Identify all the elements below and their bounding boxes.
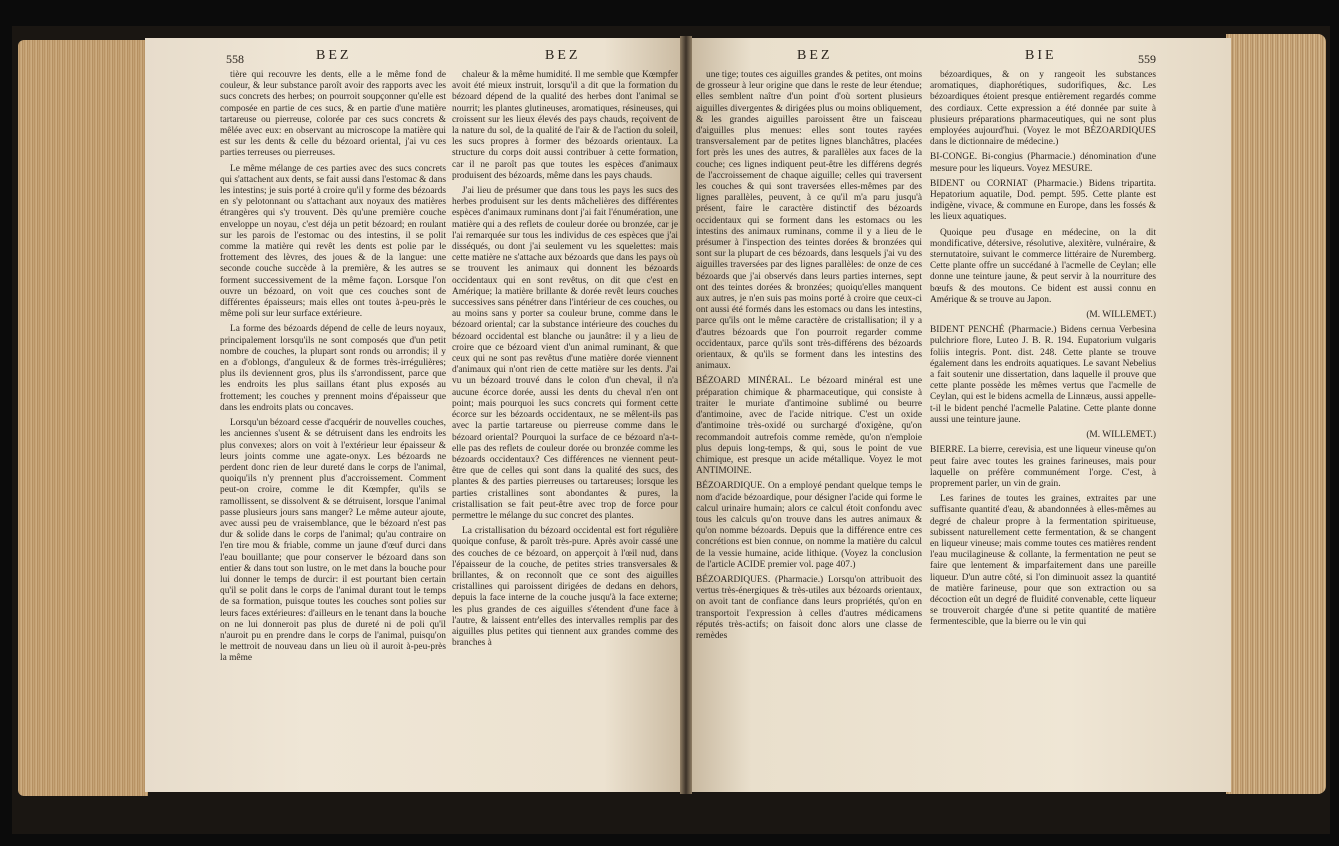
entry-bident-penche: BIDENT PENCHÉ (Pharmacie.) Bidens cernua Verbesina pulchriore flore, Luteo J. B. R. 194. Eupatorium vulgaris foliis integris. Pont. dist. 248. Cette plante se trouve également dans les endroits aquatiques. Le savant Nebelius a fait soutenir une dissertation, dans laquelle il prouve que cette plante possède les mêmes vertus que l'acmelle de Ceylan, qui est le bidens acmella de Linnæus, aussi appelle-t-il le bident penché l'acmelle Palatine. Cette plante donne aussi une teinture jaune. bbox=[930, 325, 1156, 425]
left-running-head-2: BEZ bbox=[545, 48, 581, 63]
right-page-edges bbox=[1226, 34, 1326, 794]
left-page-edges bbox=[18, 40, 148, 796]
left-running-head-1: BEZ bbox=[316, 48, 352, 63]
paragraph: La forme des bézoards dépend de celle de leurs noyaux, principalement lorsqu'ils ne sont composés que d'un petit nombre de couches, la plupart sont ronds ou arrondis; il y en a d'oblongs, d'anguleux & de formes très-irrégulières; plus ils deviennent gros, plus ils s'arrondissent, parce que les endroits les plus saillans étant plus exposés au frottement; les couches y prennent moins d'épaisseur que dans les endroits plats ou concaves. bbox=[220, 324, 446, 413]
entry-bi-conge: BI-CONGE. Bi-congius (Pharmacie.) dénomination d'une mesure pour les liqueurs. Voyez MESURE. bbox=[930, 152, 1156, 174]
entry-bezoardiques: BÉZOARDIQUES. (Pharmacie.) Lorsqu'on attribuoit des vertus très-énergiques & très-utiles aux bézoards orientaux, on avoit tant de confiance dans leurs propriétés, qu'on en transportoit l'expression à celles d'autres médicamens réputés très-actifs; on faisoit donc alors une classe de remèdes bbox=[696, 574, 922, 641]
entry-bident-corniat: BIDENT ou CORNIAT (Pharmacie.) Bidens tripartita. Hepatorium aquatile, Dod. pempt. 595. Cette plante est indigène, vivace, & commune en Europe, dans les fossés & les lieux aquatiques. bbox=[930, 178, 1156, 223]
entry-bierre: BIERRE. La bierre, cerevisia, est une liqueur vineuse qu'on peut faire avec toutes les graines farineuses, mais pour laquelle on préfère communément l'orge. C'est, à proprement parler, un vin de grain. bbox=[930, 445, 1156, 489]
paragraph: Les farines de toutes les graines, extraites par une suffisante quantité d'eau, & abandonnées à elles-mêmes au degré de chaleur propre à la fermentation spiritueuse, subissent naturellement cette fermentation, & se changent en liqueur vineuse; mais comme toutes ces matières rendent l'eau mucilagineuse & collante, la fermentation ne peut se faire que lentement & imparfaitement dans une pareille liqueur. D'un autre côté, si l'on diminuoit assez la quantité de matière farineuse, pour que son extraction ou sa décoction eût un degré de fluidité convenable, cette liqueur se trouveroit chargée d'une si petite quantité de matière fermentescible, que la bierre ou le vin qui bbox=[930, 494, 1156, 628]
right-page-number: 559 bbox=[1138, 52, 1156, 66]
entry-bezoardique: BÉZOARDIQUE. On a employé pendant quelque temps le nom d'acide bézoardique, pour désigner l'acide qui forme le calcul urinaire humain; alors ce calcul étoit confondu avec tous les calculs qu'on trouve dans les autres animaux & qu'on nomme bézoards. Depuis que la différence entre ces concrétions est bien connue, on nomme la matière du calcul de la vessie humaine, acide lithique. (Voyez la conclusion de l'article ACIDE premier vol. page 407.) bbox=[696, 481, 922, 570]
right-running-head-1: BEZ bbox=[797, 48, 833, 63]
paragraph: chaleur & la même humidité. Il me semble que Kœmpfer avoit été mieux instruit, lorsqu'il a dit que la formation du bézoard dépend de la qualité des herbes dont l'animal se nourrit; les plantes glutineuses, aromatiques, résineuses, qui croissent sur les lieux élevés des pays chauds, reçoivent de la nature du sol, de la qualité de l'air & de l'action du soleil, les sucs propres à former des bézoards orientaux. La structure du corps doit aussi contribuer à cette formation, car il ne paroît pas que toutes les espèces d'animaux produisent des bézoards, même dans les pays chauds. bbox=[452, 70, 678, 181]
right-page-column-1 bbox=[696, 70, 922, 750]
paragraph: J'ai lieu de présumer que dans tous les pays les sucs des herbes produisent sur les dents mâchelières des différentes espèces d'animaux ruminans dont j'ai fait l'énumération, une matière qui a des reflets de couleur dorée ou bronzée, car je l'ai remarquée sur tous les individus de ces espèces que j'ai disséqués, ou dont j'ai seulement vu les squelettes: mais cette matière ne s'attache aux bézoards que dans les pays où se trouvent les animaux qui donnent les bézoards occidentaux qui en sont revêtus, on dit que c'est en Amérique; la matière brillante & dorée revêt leurs couches successives sans pénétrer dans l'intérieur de ces couches, ou au moins sans y porter sa couleur brune, comme dans le bézoard oriental; car la substance intérieure des couches du bézoard occidental est blanche ou jaunâtre: il y a lieu de croire que ce bézoard vient d'un animal ruminant, & que ceux qui ne sont pas revêtus d'une matière dorée viennent d'animaux qui n'ont rien de cette matière sur les dents. J'ai vu un bézoard trouvé dans le colon d'un cheval, il n'a aucune écorce dorée, aussi les dents du cheval n'en ont point; mais pourquoi les sucs concrets qui forment cette écorce sur les bézoards occidentaux, ne se mêlent-ils pas avec la partie tartareuse ou pierreuse comme dans le bézoard oriental? Pourquoi la surface de ce bézoard n'a-t-elle pas des reflets de couleur dorée ou bronzée comme les bézoards occidentaux? Ces différences ne viennent peut-être que de celles qui sont dans la qualité des sucs, des plantes & des parties pierreuses ou tartareuses; lorsque les parties cristallines sont abondantes & pures, la cristallisation se fait peut-être avec trop de force pour permettre le mélange du suc concret des plantes. bbox=[452, 186, 678, 521]
left-page-number: 558 bbox=[226, 52, 244, 66]
author-signature: (M. WILLEMET.) bbox=[1086, 430, 1156, 441]
paragraph: bézoardiques, & on y rangeoit les substances aromatiques, diaphorétiques, sudorifiques, &c. Les bézoardiques étoient presque entièrement regardés comme des cordiaux. Cette expression a été donnée par suite à plusieurs préparations pharmaceutiques, qui ne sont plus employées aujourd'hui. (Voyez le mot BÉZOARDIQUES dans le dictionnaire de médecine.) bbox=[930, 70, 1156, 148]
book-gutter bbox=[680, 36, 692, 794]
paragraph: Lorsqu'un bézoard cesse d'acquérir de nouvelles couches, les anciennes s'usent & se détruisent dans les endroits les plus convexes; alors on voit à l'extérieur leur épaisseur & leurs joints comme une agate-onyx. Les bézoards ne perdent donc rien de leur dureté dans le corps de l'animal, quoiqu'ils n'y prennent plus d'accroissement. Comment peut-on croire, comme le dit Kœmpfer, qu'ils se ramollissent, se dissolvent & se détruisent, lorsque l'animal passe plusieurs jours sans manger? Le même auteur ajoute, avec aussi peu de vraisemblance, que le bézoard n'est pas dur & solide dans le corps de l'animal; qu'au contraire on l'en tire mou & friable, comme un jaune d'œuf durci dans l'eau bouillante; que pour conserver le bézoard dans son entier & dans tout son lustre, on le met dans la bouche pour lui donner le temps de durcir: il est pourtant bien certain qu'il se polit dans le corps de l'animal durant tout le temps de sa formation, puisque toutes les couches sont polies sur leurs faces extérieures: d'ailleurs en le tenant dans la bouche on ne lui donneroit pas plus de dureté ni de poli qu'il n'auroit pu en prendre dans le corps de l'animal, puisqu'on le mettroit de nouveau dans un lieu où il auroit à-peu-près la même bbox=[220, 418, 446, 664]
entry-bezoard-mineral: BÉZOARD MINÉRAL. Le bézoard minéral est une préparation chimique & pharmaceutique, qui consiste à traiter le muriate d'antimoine sublimé ou beurre d'antimoine, avec de l'acide nitrique. C'est un oxide d'antimoine très-oxidé ou surchargé d'oxigène, qu'on recommandoit autrefois comme remède, qu'on n'emploie plus depuis long-temps, & qui, sous le point de vue chimique, est presque un acide métallique. Voyez le mot ANTIMOINE. bbox=[696, 376, 922, 477]
left-page-column-2 bbox=[452, 70, 678, 750]
paragraph: Le même mélange de ces parties avec des sucs concrets qui s'attachent aux dents, se fait aussi dans l'estomac & dans les intestins; je suis porté à croire qu'il y forme des bézoards en s'y pelotonnant ou s'attachant aux noyaux des matières étrangères qui s'y trouvent. Dès qu'une première couche enveloppe un noyau, c'est déja un petit bézoard; en roulant sur les parois de l'estomac ou des intestins, il se polit comme la matière qui revêt les dents est polie par le frottement des lèvres, des joues & de la langue: une seconde couche succède à la première, & les autres se forment successivement de la même façon. Lorsque l'on ouvre un bézoard, on voit que ces couches sont de différentes épaisseurs; mais elles ont toutes à-peu-près le même poli sur leur surface extérieure. bbox=[220, 163, 446, 320]
right-page-column-2 bbox=[930, 70, 1156, 750]
paragraph: Quoique peu d'usage en médecine, on la dit mondificative, détersive, résolutive, alexitère, vulnéraire, & sternutatoire, suivant le commerce littéraire de Nuremberg. Cette plante offre un succédané à l'acmelle de Ceylan; elle donne une teinture jaune, & peut servir à la nourriture des bœufs & des moutons. Ce bident est aussi connu en Amérique & se trouve au Japon. bbox=[930, 227, 1156, 305]
right-running-head-2: BIE bbox=[1025, 48, 1057, 63]
paragraph: La cristallisation du bézoard occidental est fort régulière quoique confuse, & paroît très-pure. Après avoir cassé une des couches de ce bézoard, on apperçoit à l'œil nud, dans l'épaisseur de la couche, de petites stries transversales & brillantes, & on reconnoît que ce sont des aiguilles cristallines qui paroissent dirigées de dedans en dehors, depuis la face interne de la couche jusqu'à la face externe; les plus grandes de ces aiguilles s'étendent d'une face à l'autre, & laissent entr'elles des intervalles remplis par des aiguilles plus petites qui tiennent aux grandes comme des branches à bbox=[452, 526, 678, 649]
paragraph: tière qui recouvre les dents, elle a le même fond de couleur, & leur substance paroît avoir des rapports avec les sucs concrets des herbes; on pourroit soupçonner qu'elle est composée en partie de ces sucs, & en partie d'une matière tartareuse ou pierreuse, colorée par ces sucs concrets & mêlée avec eux: en observant au microscope la matière qui est sur les dents & celle du bézoard oriental, j'ai vu ces parties terreuses ou pierreuses. bbox=[220, 70, 446, 159]
author-signature: (M. WILLEMET.) bbox=[1086, 310, 1156, 321]
left-page-column-1 bbox=[220, 70, 446, 750]
paragraph: une tige; toutes ces aiguilles grandes & petites, ont moins de grosseur à leur origine que dans le reste de leur étendue; elles semblent naître d'un point d'où sortent plusieurs aiguilles divergentes & dirigées plus ou moins obliquement, & les grandes aiguilles paroissent être un faisceau d'aiguilles plus menues: elles sont toutes rayées transversalement par de petites lignes blanchâtres, placées fort près les unes des autres, & parallèles aux faces de la couche; ces lignes indiquent peut-être les différens degrés de l'accroissement de chaque aiguille; celles qui traversent les couches & qui sont traversées elles-mêmes par des lignes parallèles, peuvent, à ce qu'il m'a paru jusqu'à présent, faire le caractère distinctif des bézoards occidentaux qui se forment dans les estomacs ou les intestins des animaux ruminans, comme il y a lieu de le présumer à l'inspection des teintes dorées & bronzées qui sont sur la plupart de ces bézoards, dans lesquels j'ai vu des aiguilles traversées par des lignes parallèles: de onze de ces bézoards que j'ai observés dans leurs parties internes, sept ont des teintes dorées & bronzées; quoiqu'elles manquent aux autres, je n'en suis pas moins porté à croire que ceux-ci ont aussi été formés dans les estomacs ou dans les intestins, parce qu'ils ont le même caractère de cristallisation; il y a d'autres bézoards que l'on pourroit regarder comme occidentaux, parce qu'ils sont très-différens des bézoards orientaux, & qu'ils se forment dans les intestins des animaux. bbox=[696, 70, 922, 372]
